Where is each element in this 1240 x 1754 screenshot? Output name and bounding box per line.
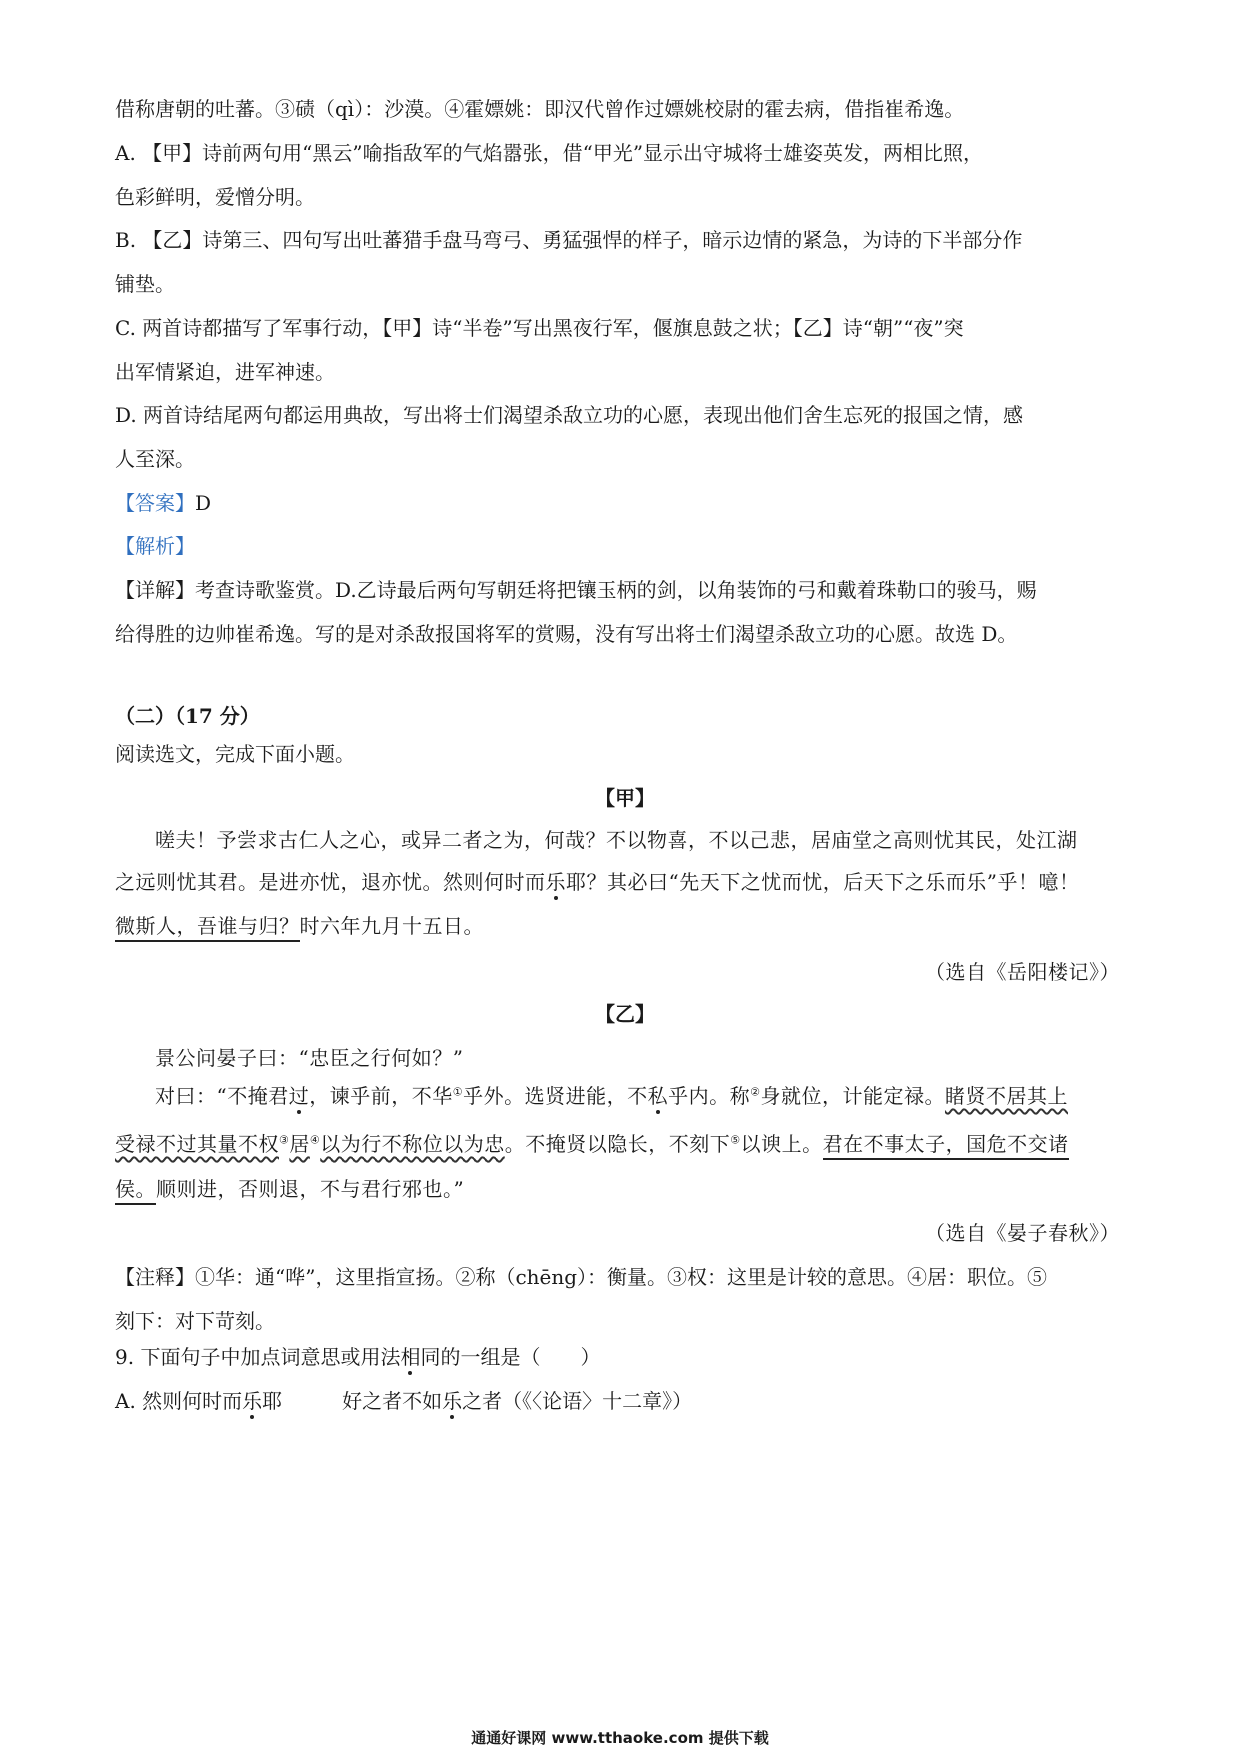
yi-text: 对曰：“不掩君 (155, 1084, 289, 1108)
emphasis-char: 相 (400, 1345, 421, 1369)
notes-line2: 刻下：对下苛刻。 (115, 1309, 275, 1333)
emphasis-char: 私 (647, 1084, 669, 1108)
notes-line1: 【注释】①华：通“哗”，这里指宣扬。②称（chēng）：衡量。③权：这里是计较的意思。④居：职位。⑤ (115, 1265, 1048, 1289)
jia-text: 时六年九月十五日。 (299, 914, 484, 938)
yi-source: （选自《晏子春秋》） (925, 1221, 1120, 1245)
yi-text: 乎外。选贤进能，不 (463, 1084, 648, 1108)
underlined-sentence: 君在不事太子，国危不交诸 (823, 1132, 1069, 1160)
jia-source: （选自《岳阳楼记》） (925, 960, 1120, 984)
wavy-underlined-text: 居 (289, 1132, 310, 1156)
option-text: 耶 好之者不如 (262, 1389, 443, 1413)
detail-line1 (115, 576, 1135, 604)
yi-paragraph-line2 (155, 1082, 1135, 1110)
option-text: A. 然则何时而 (115, 1389, 243, 1413)
footnote-marker: ④ (309, 1133, 321, 1147)
footnote-marker: ⑤ (730, 1133, 741, 1147)
emphasis-char: 过 (288, 1084, 310, 1108)
detail-text-1: 考查诗歌鉴赏。D.乙诗最后两句写朝廷将把镶玉柄的剑，以角装饰的弓和戴着珠勒口的骏马，赐 (195, 578, 1037, 602)
emphasis-char: 乐 (442, 1389, 463, 1413)
yi-paragraph-line1: 景公问晏子曰：“忠臣之行何如？” (155, 1046, 464, 1070)
jia-paragraph-line2 (115, 868, 1135, 896)
underlined-sentence: 微斯人，吾谁与归？ (115, 914, 300, 942)
yi-heading: 【乙】 (595, 1002, 655, 1026)
detail-line2: 给得胜的边帅崔希逸。写的是对杀敌报国将军的赏赐，没有写出将士们渴望杀敌立功的心愿。故选 D。 (115, 622, 1018, 646)
jia-paragraph-line1: 嗟夫！予尝求古仁人之心，或异二者之为，何哉？不以物喜，不以己悲，居庙堂之高则忧其民，处江湖 (155, 828, 1078, 852)
underlined-sentence: 侯。 (115, 1177, 156, 1205)
footnote-marker: ③ (279, 1133, 290, 1147)
jia-paragraph-line3 (115, 912, 1135, 940)
yi-text: 身就位，计能定禄。 (760, 1084, 945, 1108)
wavy-underlined-text: 受禄不过其量不权 (115, 1132, 279, 1156)
option-d-line2: 人至深。 (115, 447, 195, 471)
question-9-stem (115, 1343, 1135, 1371)
emphasis-char: 乐 (242, 1389, 263, 1413)
option-b-line1: B. 【乙】诗第三、四句写出吐蕃猎手盘马弯弓、勇猛强悍的样子，暗示边情的紧急，为诗的下半部分作 (115, 228, 1023, 252)
question-text: 9. 下面句子中加点词意思或用法 (115, 1345, 401, 1369)
jia-heading: 【甲】 (595, 786, 655, 810)
section-instruction: 阅读选文，完成下面小题。 (115, 742, 355, 766)
option-c-line1: C. 两首诗都描写了军事行动，【甲】诗“半卷”写出黑夜行军，偃旗息鼓之状；【乙】诗“朝”“夜”突 (115, 316, 964, 340)
option-text: 之者（《〈论语〉十二章》） (462, 1389, 693, 1413)
analysis-label: 【解析】 (115, 534, 195, 558)
answer-label: 【答案】 (115, 491, 195, 515)
option-a-line2: 色彩鲜明，爱憎分明。 (115, 185, 315, 209)
option-b-line2: 铺垫。 (115, 272, 175, 296)
question-text: 同的一组是（ ） (420, 1345, 601, 1369)
yi-paragraph-line4 (115, 1175, 1135, 1203)
answer-value: D (195, 491, 212, 515)
option-c-line2: 出军情紧迫，进军神速。 (115, 360, 335, 384)
yi-text: 以谀上。 (740, 1132, 823, 1156)
answer-line (115, 489, 1135, 517)
yi-text: 顺则进，否则退，不与君行邪也。” (156, 1177, 465, 1201)
yi-text: ，谏乎前，不华 (309, 1084, 453, 1108)
wavy-underlined-text: 以为行不称位以为忠 (320, 1132, 505, 1156)
option-a-line1: A. 【甲】诗前两句用“黑云”喻指敌军的气焰嚣张，借“甲光”显示出守城将士雄姿英发，两相比照， (115, 141, 984, 165)
note-tail: 借称唐朝的吐蕃。③碛（qì）：沙漠。④霍嫖姚：即汉代曾作过嫖姚校尉的霍去病，借指崔希逸。 (115, 97, 965, 121)
section-title: （二）（17 分） (115, 704, 260, 728)
emphasis-char: 乐 (545, 870, 566, 894)
footnote-marker: ② (750, 1085, 761, 1099)
yi-text: 乎内。称 (668, 1084, 751, 1108)
footnote-marker: ① (452, 1085, 464, 1099)
jia-text: 之远则忧其君。是进亦忧，退亦忧。然则何时而 (115, 870, 546, 894)
question-9-option-a (115, 1387, 1135, 1415)
yi-text: 。不掩贤以隐长，不刻下 (504, 1132, 731, 1156)
wavy-underlined-text: 睹贤不居其上 (944, 1084, 1068, 1108)
detail-label: 【详解】 (115, 578, 195, 602)
option-d-line1: D. 两首诗结尾两句都运用典故，写出将士们渴望杀敌立功的心愿，表现出他们舍生忘死的报国之情，感 (115, 403, 1024, 427)
jia-text: 耶？其必曰“先天下之忧而忧，后天下之乐而乐”乎！噫！ (566, 870, 1080, 894)
yi-paragraph-line3 (115, 1130, 1135, 1158)
page-footer: 通通好课网 www.tthaoke.com 提供下载 (471, 1729, 769, 1747)
